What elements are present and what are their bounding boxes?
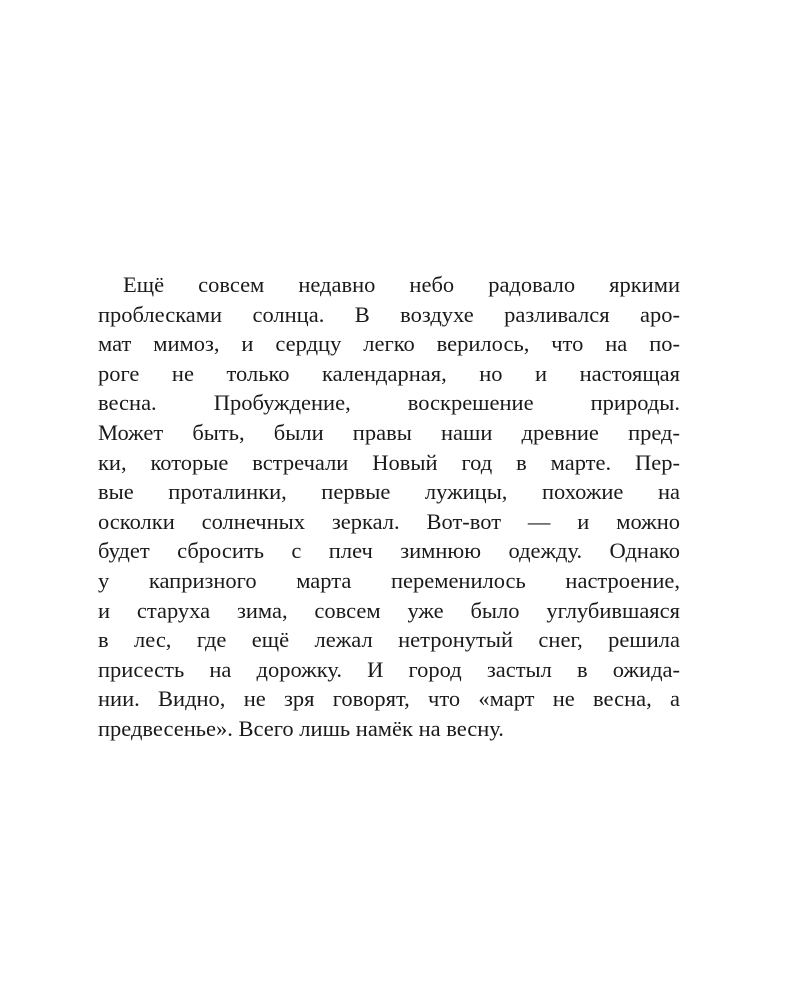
text-line: присесть на дорожку. И город застыл в ожида-: [98, 656, 680, 682]
text-line: проблесками солнца. В воздухе разливался аро-: [98, 301, 680, 327]
text-line: мат мимоз, и сердцу легко верилось, что на по-: [98, 331, 680, 357]
text-line: весна. Пробуждение, воскрешение природы.: [98, 390, 680, 416]
text-line: и старуха зима, совсем уже было углубившаяся: [98, 597, 680, 623]
text-line: Может быть, были правы наши древние пред-: [98, 419, 680, 445]
text-line: вые проталинки, первые лужицы, похожие на: [98, 479, 680, 505]
text-line: у капризного марта переменилось настроение,: [98, 567, 680, 593]
text-line: в лес, где ещё лежал нетронутый снег, решила: [98, 627, 680, 653]
text-line: нии. Видно, не зря говорят, что «март не весна, а: [98, 686, 680, 712]
text-line: ки, которые встречали Новый год в марте. Пер-: [98, 449, 680, 475]
text-line: предвесенье». Всего лишь намёк на весну.: [98, 715, 504, 741]
text-line: осколки солнечных зеркал. Вот-вот — и можно: [98, 508, 680, 534]
text-line: будет сбросить с плеч зимнюю одежду. Однако: [98, 538, 680, 564]
text-line: Ещё совсем недавно небо радовало яркими: [123, 272, 680, 297]
body-paragraph: [98, 270, 680, 744]
text-line: роге не только календарная, но и настоящая: [98, 360, 680, 386]
